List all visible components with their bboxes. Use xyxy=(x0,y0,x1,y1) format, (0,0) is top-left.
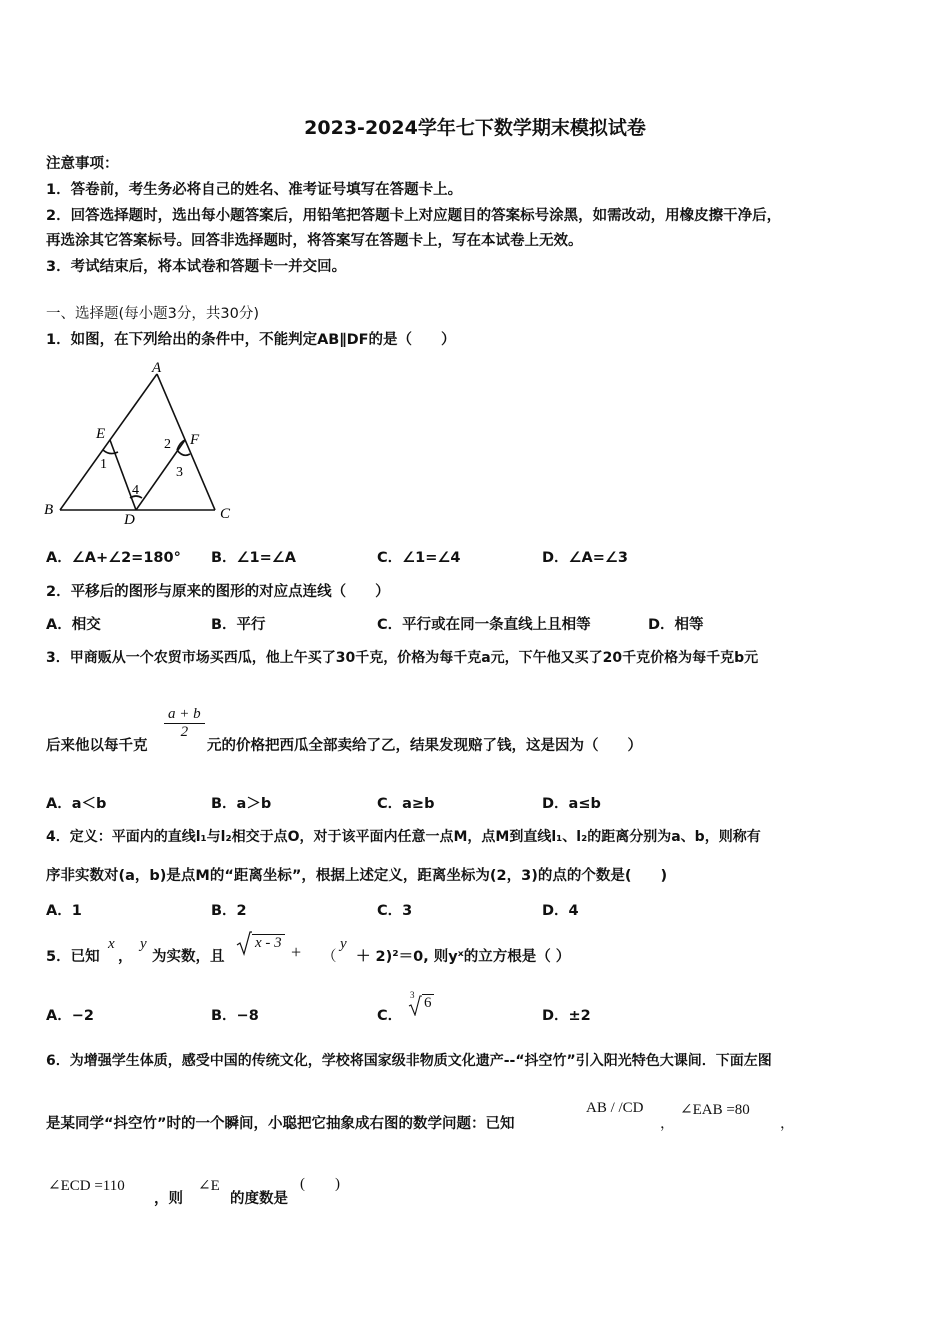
q1-line-ab xyxy=(60,374,157,510)
q2-option-d: D．相等 xyxy=(648,617,704,633)
q5-stem-part-1: 5．已知 xyxy=(46,949,100,965)
q1-label-angle-2: 2 xyxy=(164,437,171,452)
q6-math-ab-parallel-cd: AB / /CD xyxy=(586,1100,644,1116)
q1-label-angle-4: 4 xyxy=(132,483,139,498)
q5-option-c-root-body: 6 xyxy=(424,995,432,1011)
q5-stem-part-3: （ xyxy=(322,949,337,965)
q5-var-x: x xyxy=(108,936,115,952)
section-heading: 一、选择题(每小题3分，共30分) xyxy=(46,306,259,322)
q6-sep-1: ， xyxy=(660,1116,675,1132)
q3-stem-line-1: 3．甲商贩从一个农贸市场买西瓜，他上午买了30千克，价格为每千克a元，下午他又买了20千克价格为每千克b元 xyxy=(46,650,759,666)
q4-option-c: C．3 xyxy=(377,903,413,919)
q5-comma: ， xyxy=(118,949,133,965)
q5-option-c-root-index: 3 xyxy=(410,990,415,1000)
q1-option-b: B．∠1=∠A xyxy=(211,550,297,566)
q5-option-d: D．±2 xyxy=(542,1008,591,1024)
q2-stem: 2．平移后的图形与原来的图形的对应点连线（ ） xyxy=(46,584,390,600)
q3-option-d: D．a≤b xyxy=(542,796,601,812)
q5-sqrt-radical-icon xyxy=(236,930,252,956)
q5-option-b: B．−8 xyxy=(211,1008,259,1024)
q3-fraction-numerator: a + b xyxy=(168,706,201,722)
q2-option-a: A．相交 xyxy=(46,617,101,633)
q1-arc-angle-3 xyxy=(177,450,190,455)
q5-var-y: y xyxy=(140,936,147,952)
q6-math-angle-ecd: ∠ECD =110 xyxy=(48,1178,125,1194)
q6-math-angle-e: ∠E xyxy=(198,1178,220,1194)
q4-option-d: D．4 xyxy=(542,903,579,919)
q1-option-a: A．∠A+∠2=180° xyxy=(46,550,181,566)
q6-stem-line-2: 是某同学“抖空竹”时的一个瞬间，小聪把它抽象成右图的数学问题：已知 xyxy=(46,1116,515,1132)
q6-sep-2: ， xyxy=(780,1116,795,1132)
q5-cube-root-radical-icon xyxy=(408,994,422,1016)
notice-item-2-cont: 再选涂其它答案标号。回答非选择题时，将答案写在答题卡上，写在本试卷上无效。 xyxy=(46,233,583,249)
q1-label-angle-1: 1 xyxy=(100,457,107,472)
q1-option-c: C．∠1=∠4 xyxy=(377,550,461,566)
q5-option-c: C． xyxy=(377,1008,403,1024)
notice-item-3: 3．考试结束后，将本试卷和答题卡一并交回。 xyxy=(46,259,347,275)
q1-label-e: E xyxy=(96,426,106,442)
q1-label-d: D xyxy=(124,512,135,528)
q1-option-d: D．∠A=∠3 xyxy=(542,550,628,566)
q4-option-a: A．1 xyxy=(46,903,82,919)
q4-option-b: B．2 xyxy=(211,903,247,919)
q6-stem-line-1: 6．为增强学生体质，感受中国的传统文化，学校将国家级非物质文化遗产--“抖空竹”引入阳光特色大课间．下面左图 xyxy=(46,1053,772,1069)
q5-option-a: A．−2 xyxy=(46,1008,94,1024)
q3-option-c: C．a≥b xyxy=(377,796,435,812)
q6-math-angle-eab: ∠EAB =80 xyxy=(680,1102,750,1118)
notice-item-1: 1．答卷前，考生务必将自己的姓名、准考证号填写在答题卡上。 xyxy=(46,182,463,198)
q3-fraction-denominator: 2 xyxy=(164,723,205,741)
q5-stem-part-2: 为实数，且 xyxy=(152,949,225,965)
q5-sqrt-body: x - 3 xyxy=(252,934,285,952)
q3-stem-line-2-after: 元的价格把西瓜全部卖给了乙，结果发现赔了钱，这是因为（ ） xyxy=(207,738,642,754)
q1-line-ed xyxy=(110,440,136,510)
q5-var-y-2: y xyxy=(340,936,347,952)
q4-stem-line-2: 序非实数对(a，b)是点M的“距离坐标”，根据上述定义，距离坐标为(2，3)的点的个数是( ) xyxy=(46,868,668,884)
q3-option-b: B．a＞b xyxy=(211,796,272,812)
q1-label-angle-3: 3 xyxy=(176,465,183,480)
q1-stem: 1．如图，在下列给出的条件中，不能判定AB∥DF的是（ ） xyxy=(46,332,456,348)
q5-stem-part-4: ＋ 2)²＝0, 则yˣ的立方根是（ ） xyxy=(356,949,571,965)
q6-answer-paren: ( ) xyxy=(300,1176,340,1192)
q3-stem-line-2-before: 后来他以每千克 xyxy=(46,738,148,754)
q3-fraction xyxy=(164,706,205,741)
notice-item-2: 2．回答选择题时，选出每小题答案后，用铅笔把答题卡上对应题目的答案标号涂黑，如需改动，用橡皮擦干净后， xyxy=(46,208,782,224)
q6-stem-line-3-mid: ，则 xyxy=(154,1191,183,1207)
q2-option-c: C．平行或在同一条直线上且相等 xyxy=(377,617,591,633)
q5-plus: + xyxy=(291,942,302,962)
q1-label-c: C xyxy=(220,506,231,522)
q1-label-f: F xyxy=(190,432,200,448)
q1-arc-angle-1 xyxy=(103,450,118,454)
q1-triangle-figure xyxy=(40,358,240,530)
q4-stem-line-1: 4．定义：平面内的直线l₁与l₂相交于点O，对于该平面内任意一点M，点M到直线l₁、l₂的距离分别为a、b，则称有 xyxy=(46,829,761,845)
q1-label-a: A xyxy=(152,360,162,376)
page-title: 2023-2024学年七下数学期末模拟试卷 xyxy=(304,117,646,139)
q3-option-a: A．a＜b xyxy=(46,796,107,812)
q6-stem-line-3-end: 的度数是 xyxy=(230,1191,288,1207)
q2-option-b: B．平行 xyxy=(211,617,266,633)
q1-label-b: B xyxy=(44,502,54,518)
notice-heading: 注意事项： xyxy=(46,156,119,172)
